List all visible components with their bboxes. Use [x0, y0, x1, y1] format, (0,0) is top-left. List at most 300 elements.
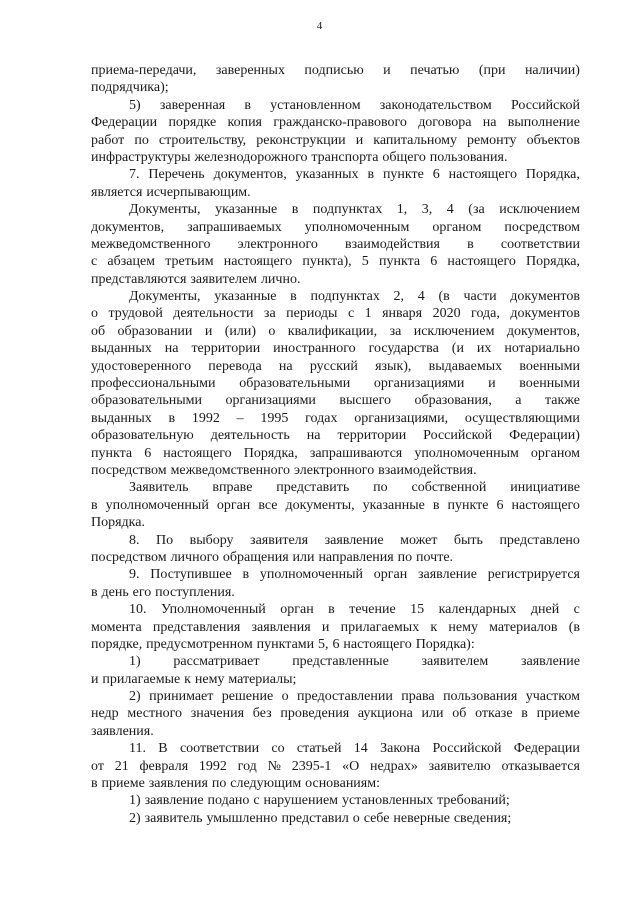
word: 5 — [361, 254, 369, 270]
word: подпунктах — [312, 202, 383, 218]
word: поступления. — [155, 584, 235, 600]
word: за — [263, 306, 276, 322]
paragraph — [91, 97, 580, 167]
word: уполномоченный — [259, 567, 363, 583]
word: регистрируется — [487, 567, 580, 583]
word: русский — [309, 358, 358, 374]
word: 2395-1 — [291, 758, 332, 774]
word: подано — [207, 793, 250, 809]
word: образования, — [414, 393, 492, 409]
word: к — [430, 619, 438, 635]
word: Порядка. — [91, 515, 145, 531]
word: основаниям: — [305, 776, 380, 792]
text-line — [91, 705, 580, 722]
word: с — [253, 793, 260, 809]
word: представил — [281, 810, 349, 826]
word: настоящего — [163, 445, 232, 461]
paragraph — [91, 166, 580, 201]
word: 2) — [129, 810, 141, 826]
word: квалификации, — [287, 323, 378, 339]
word: а — [515, 393, 522, 409]
word: 5) — [129, 97, 141, 113]
word: в — [168, 410, 176, 426]
word: образовании — [117, 323, 193, 339]
word: пользования — [443, 689, 518, 705]
word: или — [292, 549, 315, 565]
word: запрашиваемых — [187, 219, 282, 235]
word: территории — [337, 428, 407, 444]
word: Порядка, — [525, 167, 580, 183]
word: образовательную — [91, 428, 194, 444]
word: вправе — [212, 480, 253, 496]
word: настоящего — [447, 254, 516, 270]
word: заявление — [520, 654, 580, 670]
text-line — [91, 166, 580, 183]
word: заявитель — [144, 810, 203, 826]
word: заявителем — [190, 271, 258, 287]
word: общего — [382, 149, 426, 165]
word: о — [352, 810, 360, 826]
word: договора — [418, 115, 472, 131]
word: (при — [478, 63, 506, 78]
word: законодательством — [379, 97, 492, 113]
word: третьим — [165, 254, 214, 270]
word: в — [91, 497, 98, 513]
word: об — [452, 706, 467, 722]
text-line — [91, 497, 580, 514]
word: Федерации) — [509, 428, 580, 444]
text-line — [91, 775, 580, 792]
text-line — [91, 219, 580, 236]
text-line — [91, 810, 580, 827]
word: о — [268, 323, 276, 339]
text-line — [91, 79, 580, 96]
word: документов — [510, 306, 580, 322]
word: уполномоченным — [414, 445, 519, 461]
word: уполномоченный — [105, 497, 209, 513]
word: 14 — [353, 741, 368, 757]
word: приема-передачи, — [91, 63, 197, 78]
word: осуществляющими — [464, 410, 580, 426]
word: и — [355, 132, 364, 148]
word: 6 — [144, 445, 152, 461]
word: пункта — [378, 254, 421, 270]
word: установленном — [270, 97, 361, 113]
word: пункта — [91, 445, 133, 461]
word: настоящего — [223, 254, 293, 270]
word: военными — [519, 358, 580, 374]
word: почте. — [416, 549, 454, 565]
word: отказе — [475, 706, 513, 722]
word: на — [306, 428, 321, 444]
word: и — [488, 376, 496, 392]
word: с — [573, 602, 580, 618]
word: (в — [568, 619, 580, 635]
word: По — [155, 532, 174, 548]
word: электронного — [293, 462, 375, 478]
word: календарных — [438, 602, 517, 618]
word: межведомственного — [170, 462, 291, 478]
word: 15 — [410, 602, 425, 618]
word: или — [421, 706, 444, 722]
text-line — [91, 236, 580, 253]
word: по — [373, 480, 388, 496]
word: 6 — [332, 636, 340, 652]
word: 1) — [129, 654, 141, 670]
text-line — [91, 532, 580, 549]
word: статьей — [296, 741, 342, 757]
word: исчерпывающим. — [146, 184, 251, 200]
word: требований; — [437, 793, 510, 809]
word: с — [347, 306, 355, 322]
text-line — [91, 584, 580, 601]
word: государства — [368, 341, 439, 357]
page-number: 4 — [316, 20, 323, 32]
word: заверенных — [215, 63, 285, 78]
paragraph — [91, 653, 580, 688]
word: межведомственного — [91, 236, 211, 252]
word: соответствии — [179, 741, 260, 757]
word: документов — [510, 289, 580, 305]
word: в — [432, 497, 440, 513]
word: заявление — [144, 793, 204, 809]
word: копия — [227, 115, 262, 131]
word: за — [389, 323, 402, 339]
paragraph — [91, 688, 580, 740]
word: (в — [438, 289, 450, 305]
word: на — [164, 341, 179, 357]
word: исключением — [413, 323, 495, 339]
word: уполномоченным — [304, 219, 410, 235]
word: заявления — [148, 776, 208, 792]
word: Поступившее — [150, 567, 232, 583]
text-line — [91, 340, 580, 357]
word: следующим — [230, 776, 302, 792]
word: орган — [280, 602, 314, 618]
word: Российской — [423, 428, 493, 444]
text-line — [91, 740, 580, 757]
word: в — [291, 202, 299, 218]
word: Закона — [380, 741, 421, 757]
word: Документы, — [129, 289, 201, 305]
paragraph — [91, 288, 580, 479]
word: год — [237, 758, 257, 774]
word: день — [101, 584, 129, 600]
word: 4 — [446, 202, 454, 218]
word: (и — [451, 341, 464, 357]
word: «О — [342, 758, 360, 774]
word: Российской — [510, 97, 580, 113]
word: февраля — [139, 758, 189, 774]
text-line — [91, 688, 580, 705]
word: в — [328, 602, 335, 618]
word: января — [382, 306, 423, 322]
word: документы, — [285, 497, 355, 513]
word: 6 — [430, 254, 438, 270]
word: перевода — [208, 358, 262, 374]
word: Порядка): — [415, 636, 475, 652]
word: 2) — [129, 689, 141, 705]
paragraph — [91, 601, 580, 653]
word: значения — [190, 706, 245, 722]
word: в — [521, 706, 528, 722]
word: все — [258, 497, 278, 513]
text-line — [91, 410, 580, 427]
word: гражданско-правового — [273, 115, 407, 131]
word: их — [476, 341, 492, 357]
word: и — [91, 671, 99, 687]
word: обращения — [222, 549, 289, 565]
word: течение — [349, 602, 396, 618]
word: указанные — [215, 202, 278, 218]
word: посредством — [504, 219, 580, 235]
word: нему — [194, 671, 225, 687]
word: наличии) — [524, 63, 580, 78]
word: об — [91, 323, 106, 339]
word: инфраструктуры — [91, 149, 191, 165]
word: заявителя — [250, 532, 309, 548]
text-line — [91, 653, 580, 670]
word: может — [400, 532, 438, 548]
text-line — [91, 427, 580, 444]
word: о — [91, 306, 98, 322]
word: посредством — [91, 462, 167, 478]
word: заявителю — [428, 758, 491, 774]
word: Федерации — [91, 115, 158, 131]
word: дней — [530, 602, 560, 618]
word: о — [281, 689, 289, 705]
word: деятельность — [210, 428, 290, 444]
word: заявителем — [421, 654, 489, 670]
word: указанные — [214, 289, 277, 305]
word: территории — [191, 341, 261, 357]
word: документов, — [91, 219, 165, 235]
word: 1995 — [260, 410, 289, 426]
word: нему — [448, 619, 478, 635]
word: материалы; — [228, 671, 297, 687]
word: в — [290, 289, 297, 305]
word: на — [482, 115, 497, 131]
word: В — [158, 741, 168, 757]
text-line — [91, 323, 580, 340]
word: нотариально — [504, 341, 580, 357]
word: личного — [170, 549, 219, 565]
word: настоящего — [448, 167, 518, 183]
word: документов, — [213, 167, 287, 183]
word: орган — [373, 567, 408, 583]
word: представить — [276, 480, 350, 496]
word: 7. — [129, 167, 140, 183]
text-line — [91, 271, 580, 288]
word: по — [397, 549, 413, 565]
word: и — [383, 63, 391, 78]
word: момента — [91, 619, 142, 635]
text-line — [91, 149, 580, 166]
word: пункте — [382, 167, 424, 183]
word: высшего — [339, 393, 392, 409]
word: образовательными — [239, 376, 351, 392]
text-line — [91, 305, 580, 322]
word: подрядчика); — [91, 80, 169, 96]
word: заверенная — [159, 97, 226, 113]
word: профессиональными — [91, 376, 216, 392]
word: органом — [530, 445, 580, 461]
word: железнодорожного — [194, 149, 308, 165]
word: работ — [91, 132, 125, 148]
word: транспорта — [311, 149, 379, 165]
text-line — [91, 566, 580, 583]
text-line — [91, 479, 580, 496]
word: капитальному — [373, 132, 457, 148]
document-body — [91, 62, 580, 827]
word: настоящего — [343, 636, 412, 652]
word: местного — [127, 706, 182, 722]
word: себе — [363, 810, 390, 826]
word: абзацем — [107, 254, 156, 270]
word: инициативе — [510, 480, 580, 496]
word: (или) — [224, 323, 256, 339]
word: права — [401, 689, 435, 705]
word: Порядка, — [243, 445, 298, 461]
word: взаимодействия. — [378, 462, 477, 478]
word: выданных — [91, 410, 152, 426]
word: направления — [318, 549, 394, 565]
word: выбору — [189, 532, 234, 548]
word: в — [91, 776, 98, 792]
word: порядке, — [91, 636, 143, 652]
text-line — [91, 97, 580, 114]
word: рассматривает — [173, 654, 260, 670]
word: прилагаемых — [340, 619, 420, 635]
word: проведения — [280, 706, 350, 722]
word: Порядка, — [526, 254, 580, 270]
word: 5, — [318, 636, 329, 652]
text-line — [91, 392, 580, 409]
word: Уполномоченный — [160, 602, 266, 618]
word: пользования. — [429, 149, 508, 165]
word: от — [91, 758, 104, 774]
word: недр — [91, 706, 119, 722]
text-line — [91, 253, 580, 270]
word: быть — [453, 532, 483, 548]
word: нарушением — [263, 793, 339, 809]
word: и — [204, 323, 213, 339]
word: электронного — [237, 236, 318, 252]
word: принимает — [149, 689, 214, 705]
word: представляются — [91, 271, 187, 287]
word: 1, — [396, 202, 408, 218]
word: приеме — [536, 706, 580, 722]
word: также — [544, 393, 580, 409]
text-line — [91, 601, 580, 618]
paragraph — [91, 479, 580, 531]
word: 1992 — [198, 758, 227, 774]
word: 9. — [129, 567, 140, 583]
word: годах — [305, 410, 338, 426]
word: со — [271, 741, 285, 757]
text-line — [91, 375, 580, 392]
word: пункта), — [302, 254, 352, 270]
word: представлено — [499, 532, 580, 548]
word: лично. — [260, 271, 301, 287]
word: – — [236, 410, 244, 426]
word: язык), — [375, 358, 412, 374]
paragraph — [91, 62, 580, 97]
word: иностранного — [273, 341, 356, 357]
word: умышленно — [206, 810, 278, 826]
word: пункте — [447, 497, 489, 513]
word: Заявитель — [129, 480, 189, 496]
word: посредством — [91, 549, 167, 565]
text-line — [91, 792, 580, 809]
word: организациями — [225, 393, 316, 409]
word: печатью — [410, 63, 460, 78]
word: объектов — [526, 132, 580, 148]
text-line — [91, 201, 580, 218]
word: исключением — [499, 202, 580, 218]
paragraph — [91, 810, 580, 827]
word: участком — [525, 689, 580, 705]
text-line — [91, 758, 580, 775]
word: является — [91, 184, 143, 200]
word: материалов — [489, 619, 558, 635]
text-line — [91, 619, 580, 636]
text-line — [91, 132, 580, 149]
word: в — [91, 584, 98, 600]
word: (за — [468, 202, 485, 218]
text-line — [91, 114, 580, 131]
word: трудовой — [108, 306, 163, 322]
word: заявления. — [91, 723, 154, 739]
word: в — [467, 236, 474, 252]
word: установленных — [341, 793, 434, 809]
word: его — [132, 584, 152, 600]
word: 6 — [432, 167, 440, 183]
word: 10. — [129, 602, 147, 618]
paragraph — [91, 532, 580, 567]
word: в — [242, 567, 250, 583]
word: 8. — [129, 532, 140, 548]
word: настоящего — [511, 497, 580, 513]
word: с — [91, 254, 98, 270]
word: предусмотренном — [146, 636, 253, 652]
word: предоставлении — [297, 689, 393, 705]
text-line — [91, 184, 580, 201]
word: представления — [152, 619, 241, 635]
text-line — [91, 358, 580, 375]
text-line — [91, 549, 580, 566]
word: заявления — [251, 619, 311, 635]
word: на — [278, 358, 293, 374]
word: подписью — [304, 63, 364, 78]
text-line — [91, 636, 580, 653]
word: органом — [432, 219, 482, 235]
word: запрашиваются — [309, 445, 403, 461]
word: части — [463, 289, 497, 305]
word: по — [211, 776, 227, 792]
word: удостоверенного — [91, 358, 192, 374]
word: 21 — [114, 758, 129, 774]
text-line — [91, 62, 580, 79]
word: заявление — [417, 567, 477, 583]
text-line — [91, 514, 580, 531]
word: 1992 — [191, 410, 220, 426]
word: 3, — [421, 202, 433, 218]
word: орган — [216, 497, 251, 513]
word: по — [134, 132, 149, 148]
word: 11. — [129, 741, 146, 757]
word: указанных — [295, 167, 359, 183]
